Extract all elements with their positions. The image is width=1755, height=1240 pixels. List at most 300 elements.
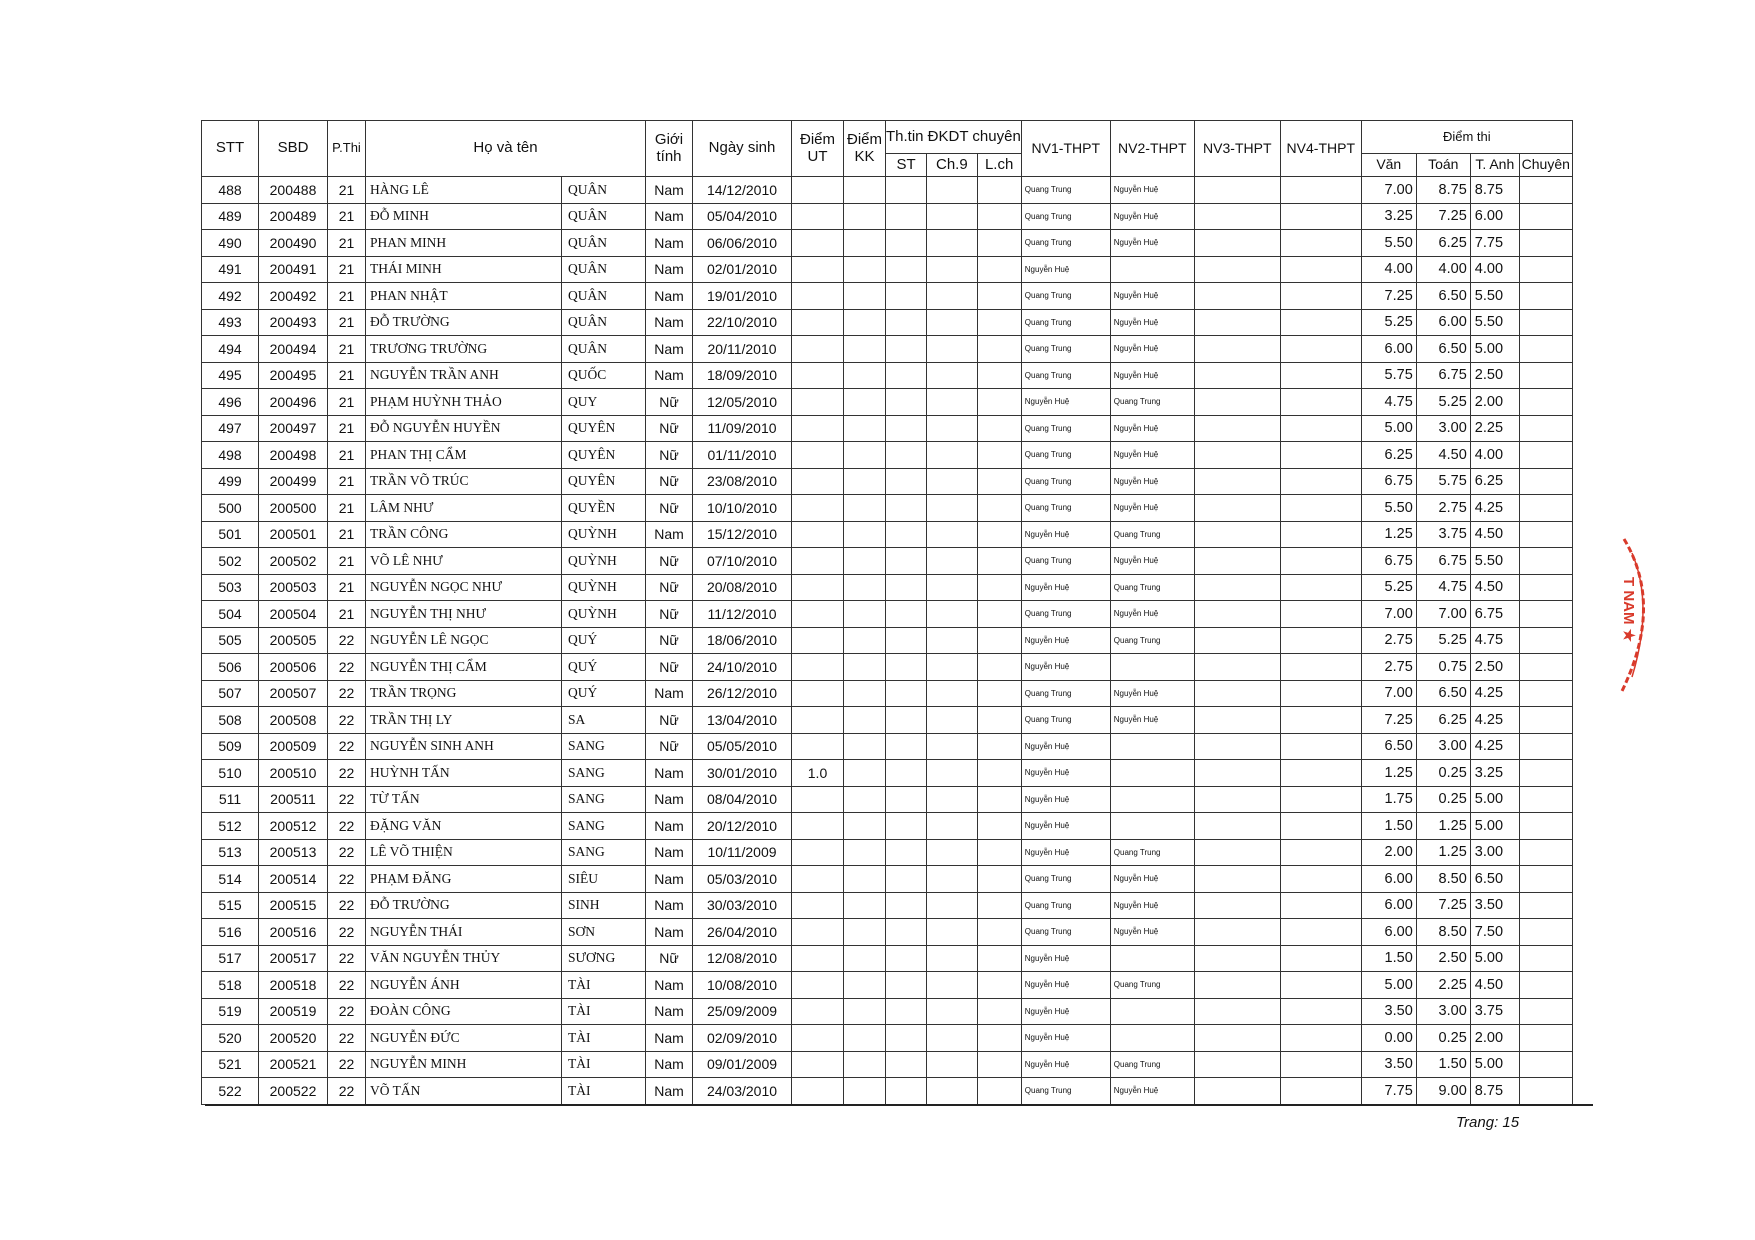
cell-tanh: 2.00 xyxy=(1470,1025,1519,1052)
cell-ngaysinh: 26/12/2010 xyxy=(693,680,792,707)
header-ch9: Ch.9 xyxy=(927,154,977,177)
cell-diem-kk xyxy=(844,945,886,972)
cell-lch xyxy=(977,203,1021,230)
cell-ch9 xyxy=(927,1078,977,1105)
table-row xyxy=(202,627,1573,654)
cell-van: 7.00 xyxy=(1361,601,1416,628)
cell-nv1: Quang Trung xyxy=(1021,283,1110,310)
cell-chuyen xyxy=(1519,813,1572,840)
cell-gioitinh: Nam xyxy=(646,203,693,230)
cell-nv1: Nguyễn Huệ xyxy=(1021,733,1110,760)
cell-sbd: 200519 xyxy=(259,998,328,1025)
cell-ngaysinh: 26/04/2010 xyxy=(693,919,792,946)
cell-nv2: Nguyễn Huệ xyxy=(1110,336,1194,363)
cell-tanh: 8.75 xyxy=(1470,177,1519,204)
cell-ten: TÀI xyxy=(562,1078,646,1105)
cell-nv3 xyxy=(1194,283,1280,310)
cell-chuyen xyxy=(1519,866,1572,893)
cell-nv4 xyxy=(1280,468,1361,495)
cell-nv3 xyxy=(1194,521,1280,548)
cell-ch9 xyxy=(927,1051,977,1078)
cell-nv3 xyxy=(1194,866,1280,893)
cell-nv3 xyxy=(1194,177,1280,204)
cell-stt: 492 xyxy=(202,283,259,310)
cell-pthi: 22 xyxy=(328,813,366,840)
cell-nv4 xyxy=(1280,760,1361,787)
cell-ngaysinh: 23/08/2010 xyxy=(693,468,792,495)
cell-diem-kk xyxy=(844,839,886,866)
cell-nv4 xyxy=(1280,998,1361,1025)
cell-sbd: 200511 xyxy=(259,786,328,813)
cell-st xyxy=(886,1025,927,1052)
cell-chuyen xyxy=(1519,839,1572,866)
cell-diem-ut xyxy=(792,786,844,813)
cell-nv4 xyxy=(1280,230,1361,257)
cell-st xyxy=(886,601,927,628)
cell-chuyen xyxy=(1519,998,1572,1025)
cell-nv3 xyxy=(1194,707,1280,734)
cell-sbd: 200496 xyxy=(259,389,328,416)
cell-chuyen xyxy=(1519,1051,1572,1078)
cell-nv4 xyxy=(1280,813,1361,840)
cell-chuyen xyxy=(1519,548,1572,575)
cell-pthi: 22 xyxy=(328,866,366,893)
cell-st xyxy=(886,866,927,893)
cell-stt: 505 xyxy=(202,627,259,654)
cell-stt: 496 xyxy=(202,389,259,416)
cell-nv4 xyxy=(1280,203,1361,230)
cell-toan: 8.50 xyxy=(1416,919,1470,946)
cell-sbd: 200498 xyxy=(259,442,328,469)
cell-diem-kk xyxy=(844,283,886,310)
cell-diem-kk xyxy=(844,177,886,204)
cell-diem-ut xyxy=(792,415,844,442)
cell-lch xyxy=(977,230,1021,257)
cell-ten: QUÂN xyxy=(562,309,646,336)
table-row xyxy=(202,548,1573,575)
cell-pthi: 22 xyxy=(328,733,366,760)
cell-diem-kk xyxy=(844,256,886,283)
cell-pthi: 21 xyxy=(328,336,366,363)
cell-diem-ut xyxy=(792,627,844,654)
cell-nv4 xyxy=(1280,336,1361,363)
cell-van: 6.00 xyxy=(1361,866,1416,893)
cell-nv2: Quang Trung xyxy=(1110,389,1194,416)
cell-nv3 xyxy=(1194,468,1280,495)
cell-sbd: 200503 xyxy=(259,574,328,601)
cell-ten: QUÂN xyxy=(562,336,646,363)
cell-diem-kk xyxy=(844,415,886,442)
table-row xyxy=(202,760,1573,787)
cell-diem-kk xyxy=(844,309,886,336)
cell-st xyxy=(886,786,927,813)
cell-pthi: 22 xyxy=(328,1051,366,1078)
cell-stt: 490 xyxy=(202,230,259,257)
cell-lch xyxy=(977,495,1021,522)
cell-chuyen xyxy=(1519,177,1572,204)
table-row xyxy=(202,866,1573,893)
cell-toan: 4.00 xyxy=(1416,256,1470,283)
cell-nv4 xyxy=(1280,1051,1361,1078)
cell-sbd: 200514 xyxy=(259,866,328,893)
cell-nv1: Nguyễn Huệ xyxy=(1021,1051,1110,1078)
cell-st xyxy=(886,548,927,575)
cell-nv2: Nguyễn Huệ xyxy=(1110,283,1194,310)
cell-toan: 3.00 xyxy=(1416,733,1470,760)
cell-gioitinh: Nữ xyxy=(646,442,693,469)
cell-ten: QUÂN xyxy=(562,177,646,204)
cell-diem-ut xyxy=(792,892,844,919)
cell-nv3 xyxy=(1194,892,1280,919)
cell-ho: NGUYỄN THỊ CẨM xyxy=(366,654,562,681)
cell-nv4 xyxy=(1280,839,1361,866)
cell-tanh: 3.00 xyxy=(1470,839,1519,866)
cell-nv2: Nguyễn Huệ xyxy=(1110,548,1194,575)
cell-ho: TRƯƠNG TRƯỜNG xyxy=(366,336,562,363)
cell-stt: 502 xyxy=(202,548,259,575)
cell-st xyxy=(886,442,927,469)
cell-nv4 xyxy=(1280,521,1361,548)
cell-ten: QUÝ xyxy=(562,627,646,654)
cell-ten: QUỲNH xyxy=(562,548,646,575)
cell-ngaysinh: 15/12/2010 xyxy=(693,521,792,548)
cell-ch9 xyxy=(927,707,977,734)
cell-toan: 3.00 xyxy=(1416,998,1470,1025)
table-row xyxy=(202,892,1573,919)
cell-ho: HUỲNH TẤN xyxy=(366,760,562,787)
cell-van: 1.50 xyxy=(1361,813,1416,840)
cell-st xyxy=(886,230,927,257)
cell-nv1: Quang Trung xyxy=(1021,1078,1110,1105)
cell-toan: 1.50 xyxy=(1416,1051,1470,1078)
cell-ngaysinh: 10/10/2010 xyxy=(693,495,792,522)
cell-chuyen xyxy=(1519,972,1572,999)
cell-van: 1.25 xyxy=(1361,760,1416,787)
cell-ho: VĂN NGUYỄN THỦY xyxy=(366,945,562,972)
cell-pthi: 21 xyxy=(328,389,366,416)
cell-lch xyxy=(977,442,1021,469)
cell-ten: QUÂN xyxy=(562,203,646,230)
cell-nv2: Quang Trung xyxy=(1110,521,1194,548)
cell-ngaysinh: 22/10/2010 xyxy=(693,309,792,336)
cell-sbd: 200497 xyxy=(259,415,328,442)
cell-sbd: 200512 xyxy=(259,813,328,840)
cell-pthi: 22 xyxy=(328,707,366,734)
header-ngaysinh: Ngày sinh xyxy=(693,121,792,177)
cell-chuyen xyxy=(1519,760,1572,787)
cell-chuyen xyxy=(1519,336,1572,363)
table-row xyxy=(202,786,1573,813)
cell-diem-kk xyxy=(844,866,886,893)
cell-diem-ut xyxy=(792,1078,844,1105)
cell-lch xyxy=(977,601,1021,628)
cell-nv4 xyxy=(1280,415,1361,442)
cell-nv2: Nguyễn Huệ xyxy=(1110,601,1194,628)
cell-nv1: Quang Trung xyxy=(1021,548,1110,575)
cell-lch xyxy=(977,972,1021,999)
header-gioitinh: Giới tính xyxy=(646,121,693,177)
cell-diem-kk xyxy=(844,601,886,628)
cell-nv4 xyxy=(1280,495,1361,522)
cell-diem-kk xyxy=(844,1078,886,1105)
header-lch: L.ch xyxy=(977,154,1021,177)
cell-van: 7.25 xyxy=(1361,283,1416,310)
header-sbd: SBD xyxy=(259,121,328,177)
cell-chuyen xyxy=(1519,203,1572,230)
cell-st xyxy=(886,707,927,734)
cell-ten: QUỲNH xyxy=(562,521,646,548)
cell-van: 3.50 xyxy=(1361,1051,1416,1078)
cell-van: 6.75 xyxy=(1361,468,1416,495)
cell-nv2: Quang Trung xyxy=(1110,627,1194,654)
cell-lch xyxy=(977,336,1021,363)
cell-lch xyxy=(977,1051,1021,1078)
cell-gioitinh: Nam xyxy=(646,309,693,336)
cell-van: 2.75 xyxy=(1361,654,1416,681)
cell-ch9 xyxy=(927,362,977,389)
cell-ch9 xyxy=(927,601,977,628)
cell-nv2: Nguyễn Huệ xyxy=(1110,707,1194,734)
cell-toan: 2.75 xyxy=(1416,495,1470,522)
cell-diem-kk xyxy=(844,574,886,601)
cell-gioitinh: Nam xyxy=(646,839,693,866)
cell-st xyxy=(886,468,927,495)
cell-stt: 489 xyxy=(202,203,259,230)
cell-pthi: 22 xyxy=(328,1025,366,1052)
cell-tanh: 5.00 xyxy=(1470,945,1519,972)
cell-sbd: 200495 xyxy=(259,362,328,389)
cell-lch xyxy=(977,654,1021,681)
cell-pthi: 22 xyxy=(328,786,366,813)
cell-ch9 xyxy=(927,283,977,310)
cell-ch9 xyxy=(927,839,977,866)
cell-ngaysinh: 25/09/2009 xyxy=(693,998,792,1025)
cell-lch xyxy=(977,574,1021,601)
table-row xyxy=(202,945,1573,972)
table-row xyxy=(202,574,1573,601)
cell-diem-kk xyxy=(844,919,886,946)
cell-ten: TÀI xyxy=(562,998,646,1025)
cell-chuyen xyxy=(1519,362,1572,389)
cell-stt: 517 xyxy=(202,945,259,972)
cell-pthi: 21 xyxy=(328,548,366,575)
cell-tanh: 5.50 xyxy=(1470,283,1519,310)
cell-st xyxy=(886,521,927,548)
cell-sbd: 200513 xyxy=(259,839,328,866)
header-nv3: NV3-THPT xyxy=(1194,121,1280,177)
cell-chuyen xyxy=(1519,495,1572,522)
cell-stt: 500 xyxy=(202,495,259,522)
cell-lch xyxy=(977,468,1021,495)
cell-pthi: 21 xyxy=(328,442,366,469)
cell-nv1: Nguyễn Huệ xyxy=(1021,627,1110,654)
cell-nv2: Nguyễn Huệ xyxy=(1110,680,1194,707)
cell-ho: ĐỖ NGUYỄN HUYỀN xyxy=(366,415,562,442)
cell-st xyxy=(886,495,927,522)
cell-nv2 xyxy=(1110,813,1194,840)
cell-ho: NGUYỄN ÁNH xyxy=(366,972,562,999)
cell-tanh: 2.00 xyxy=(1470,389,1519,416)
cell-tanh: 6.75 xyxy=(1470,601,1519,628)
cell-stt: 503 xyxy=(202,574,259,601)
cell-diem-kk xyxy=(844,336,886,363)
cell-toan: 8.50 xyxy=(1416,866,1470,893)
cell-ten: QUYỀN xyxy=(562,495,646,522)
cell-sbd: 200489 xyxy=(259,203,328,230)
cell-gioitinh: Nữ xyxy=(646,495,693,522)
cell-ngaysinh: 05/03/2010 xyxy=(693,866,792,893)
cell-toan: 6.25 xyxy=(1416,707,1470,734)
cell-ten: QUÂN xyxy=(562,283,646,310)
cell-ch9 xyxy=(927,627,977,654)
cell-stt: 516 xyxy=(202,919,259,946)
cell-nv3 xyxy=(1194,998,1280,1025)
cell-nv3 xyxy=(1194,203,1280,230)
header-chuyen: Chuyên xyxy=(1519,154,1572,177)
cell-ho: ĐẶNG VĂN xyxy=(366,813,562,840)
cell-van: 7.25 xyxy=(1361,707,1416,734)
cell-ho: PHAN MINH xyxy=(366,230,562,257)
cell-tanh: 5.00 xyxy=(1470,336,1519,363)
cell-ch9 xyxy=(927,309,977,336)
cell-ten: QUỐC xyxy=(562,362,646,389)
cell-diem-kk xyxy=(844,495,886,522)
cell-nv4 xyxy=(1280,733,1361,760)
cell-diem-ut xyxy=(792,468,844,495)
cell-chuyen xyxy=(1519,389,1572,416)
cell-tanh: 5.00 xyxy=(1470,1051,1519,1078)
header-tanh: T. Anh xyxy=(1470,154,1519,177)
cell-tanh: 2.50 xyxy=(1470,654,1519,681)
cell-nv2 xyxy=(1110,1025,1194,1052)
cell-stt: 512 xyxy=(202,813,259,840)
cell-pthi: 21 xyxy=(328,468,366,495)
cell-ho: THÁI MINH xyxy=(366,256,562,283)
cell-nv2: Nguyễn Huệ xyxy=(1110,468,1194,495)
cell-diem-ut xyxy=(792,707,844,734)
cell-ch9 xyxy=(927,760,977,787)
cell-nv4 xyxy=(1280,945,1361,972)
cell-pthi: 21 xyxy=(328,574,366,601)
cell-ho: TRẦN CÔNG xyxy=(366,521,562,548)
cell-lch xyxy=(977,733,1021,760)
cell-nv3 xyxy=(1194,1078,1280,1105)
table-row xyxy=(202,1078,1573,1105)
cell-tanh: 2.50 xyxy=(1470,362,1519,389)
cell-pthi: 21 xyxy=(328,309,366,336)
cell-toan: 5.25 xyxy=(1416,627,1470,654)
cell-nv4 xyxy=(1280,1078,1361,1105)
cell-lch xyxy=(977,945,1021,972)
cell-ch9 xyxy=(927,177,977,204)
cell-diem-kk xyxy=(844,654,886,681)
cell-st xyxy=(886,733,927,760)
cell-st xyxy=(886,203,927,230)
cell-diem-ut: 1.0 xyxy=(792,760,844,787)
cell-st xyxy=(886,283,927,310)
cell-diem-kk xyxy=(844,1025,886,1052)
cell-nv3 xyxy=(1194,442,1280,469)
cell-gioitinh: Nữ xyxy=(646,707,693,734)
cell-ch9 xyxy=(927,972,977,999)
cell-ngaysinh: 30/01/2010 xyxy=(693,760,792,787)
cell-stt: 510 xyxy=(202,760,259,787)
cell-pthi: 22 xyxy=(328,839,366,866)
cell-sbd: 200521 xyxy=(259,1051,328,1078)
cell-van: 5.25 xyxy=(1361,574,1416,601)
cell-ten: SANG xyxy=(562,786,646,813)
cell-diem-ut xyxy=(792,813,844,840)
cell-sbd: 200520 xyxy=(259,1025,328,1052)
cell-ho: ĐỖ TRƯỜNG xyxy=(366,309,562,336)
cell-nv4 xyxy=(1280,654,1361,681)
cell-ho: LÊ VÕ THIỆN xyxy=(366,839,562,866)
table-row xyxy=(202,442,1573,469)
table-row xyxy=(202,839,1573,866)
cell-diem-kk xyxy=(844,813,886,840)
cell-pthi: 21 xyxy=(328,495,366,522)
cell-gioitinh: Nam xyxy=(646,283,693,310)
cell-diem-kk xyxy=(844,733,886,760)
cell-ngaysinh: 24/10/2010 xyxy=(693,654,792,681)
header-nv1: NV1-THPT xyxy=(1021,121,1110,177)
cell-tanh: 4.50 xyxy=(1470,972,1519,999)
cell-stt: 498 xyxy=(202,442,259,469)
cell-lch xyxy=(977,256,1021,283)
cell-nv2: Quang Trung xyxy=(1110,839,1194,866)
cell-ho: VÕ TẤN xyxy=(366,1078,562,1105)
cell-gioitinh: Nữ xyxy=(646,654,693,681)
cell-tanh: 4.25 xyxy=(1470,495,1519,522)
cell-nv3 xyxy=(1194,495,1280,522)
cell-diem-kk xyxy=(844,389,886,416)
cell-nv3 xyxy=(1194,309,1280,336)
cell-ho: NGUYỄN TRẦN ANH xyxy=(366,362,562,389)
cell-gioitinh: Nữ xyxy=(646,574,693,601)
cell-ten: SA xyxy=(562,707,646,734)
cell-toan: 5.25 xyxy=(1416,389,1470,416)
cell-gioitinh: Nam xyxy=(646,1078,693,1105)
cell-stt: 491 xyxy=(202,256,259,283)
cell-toan: 7.00 xyxy=(1416,601,1470,628)
cell-toan: 0.25 xyxy=(1416,1025,1470,1052)
cell-st xyxy=(886,256,927,283)
seal-stamp xyxy=(1610,535,1670,695)
cell-ch9 xyxy=(927,521,977,548)
header-thtin-chuyen: Th.tin ĐKDT chuyên xyxy=(886,121,1022,154)
cell-sbd: 200501 xyxy=(259,521,328,548)
cell-nv3 xyxy=(1194,362,1280,389)
cell-pthi: 21 xyxy=(328,521,366,548)
cell-chuyen xyxy=(1519,627,1572,654)
cell-ho: NGUYỄN NGỌC NHƯ xyxy=(366,574,562,601)
cell-lch xyxy=(977,813,1021,840)
cell-ho: TRẦN TRỌNG xyxy=(366,680,562,707)
cell-sbd: 200494 xyxy=(259,336,328,363)
cell-pthi: 22 xyxy=(328,654,366,681)
cell-van: 5.75 xyxy=(1361,362,1416,389)
cell-ngaysinh: 08/04/2010 xyxy=(693,786,792,813)
cell-nv2: Nguyễn Huệ xyxy=(1110,362,1194,389)
cell-ngaysinh: 20/11/2010 xyxy=(693,336,792,363)
header-nv4: NV4-THPT xyxy=(1280,121,1361,177)
cell-ngaysinh: 06/06/2010 xyxy=(693,230,792,257)
cell-sbd: 200505 xyxy=(259,627,328,654)
cell-diem-ut xyxy=(792,1051,844,1078)
cell-toan: 6.75 xyxy=(1416,548,1470,575)
cell-lch xyxy=(977,892,1021,919)
cell-chuyen xyxy=(1519,256,1572,283)
